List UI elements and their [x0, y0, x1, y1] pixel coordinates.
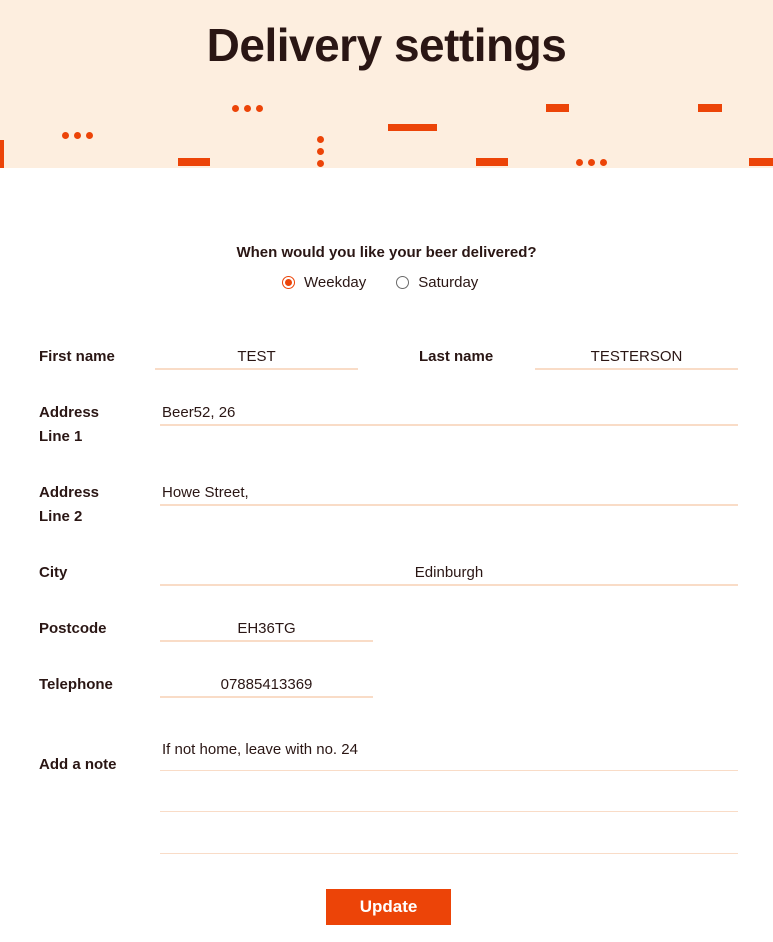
decorative-dash	[749, 158, 773, 166]
radio-saturday[interactable]	[396, 274, 478, 291]
decorative-dash	[0, 140, 4, 168]
delivery-day-radio-group	[282, 274, 508, 291]
decorative-dot	[62, 132, 69, 139]
decorative-dash	[546, 104, 569, 112]
decorative-dot	[317, 160, 324, 167]
last-name-input[interactable]	[535, 346, 738, 370]
address-line-1-input[interactable]	[160, 402, 738, 426]
telephone-input[interactable]	[160, 674, 373, 698]
address-line-1-label	[39, 401, 99, 449]
last-name-label: Last name	[419, 348, 494, 365]
decorative-dot	[256, 105, 263, 112]
address-line-2-label	[39, 481, 99, 529]
page-title: Delivery settings	[206, 19, 567, 71]
decorative-dot	[588, 159, 595, 166]
radio-checked-icon[interactable]	[282, 276, 295, 289]
address-line-2-label-bottom: Line 2	[39, 508, 83, 525]
address-line-1-label-bottom: Line 1	[39, 428, 83, 445]
decorative-dot	[232, 105, 239, 112]
decorative-dot	[317, 136, 324, 143]
city-input[interactable]	[160, 562, 738, 586]
note-text: If not home, leave with no. 24	[162, 741, 358, 758]
decorative-dash	[388, 124, 437, 131]
update-button[interactable]: Update	[326, 889, 451, 925]
decorative-dash	[698, 104, 722, 112]
radio-saturday-label: Saturday	[418, 274, 479, 291]
decorative-dot	[244, 105, 251, 112]
header-banner	[0, 0, 773, 168]
first-name-input[interactable]	[155, 346, 358, 370]
note-ruled-line	[160, 811, 738, 812]
radio-weekday-label: Weekday	[304, 274, 367, 291]
city-label: City	[39, 564, 68, 581]
decorative-dot	[600, 159, 607, 166]
postcode-label: Postcode	[39, 620, 107, 637]
decorative-dash	[178, 158, 210, 166]
note-ruled-line	[160, 770, 738, 771]
address-line-1-label-top: Address	[39, 404, 100, 421]
decorative-dot	[74, 132, 81, 139]
telephone-label: Telephone	[39, 676, 113, 693]
address-line-2-label-top: Address	[39, 484, 100, 501]
postcode-input[interactable]	[160, 618, 373, 642]
decorative-dot	[317, 148, 324, 155]
decorative-dot	[576, 159, 583, 166]
first-name-label: First name	[39, 348, 115, 365]
decorative-dash	[476, 158, 508, 166]
note-label: Add a note	[39, 756, 117, 773]
radio-weekday[interactable]	[282, 274, 366, 291]
delivery-question: When would you like your beer delivered?	[236, 244, 537, 261]
note-ruled-line	[160, 853, 738, 854]
decorative-dot	[86, 132, 93, 139]
address-line-2-input[interactable]	[160, 482, 738, 506]
radio-unchecked-icon[interactable]	[396, 276, 409, 289]
